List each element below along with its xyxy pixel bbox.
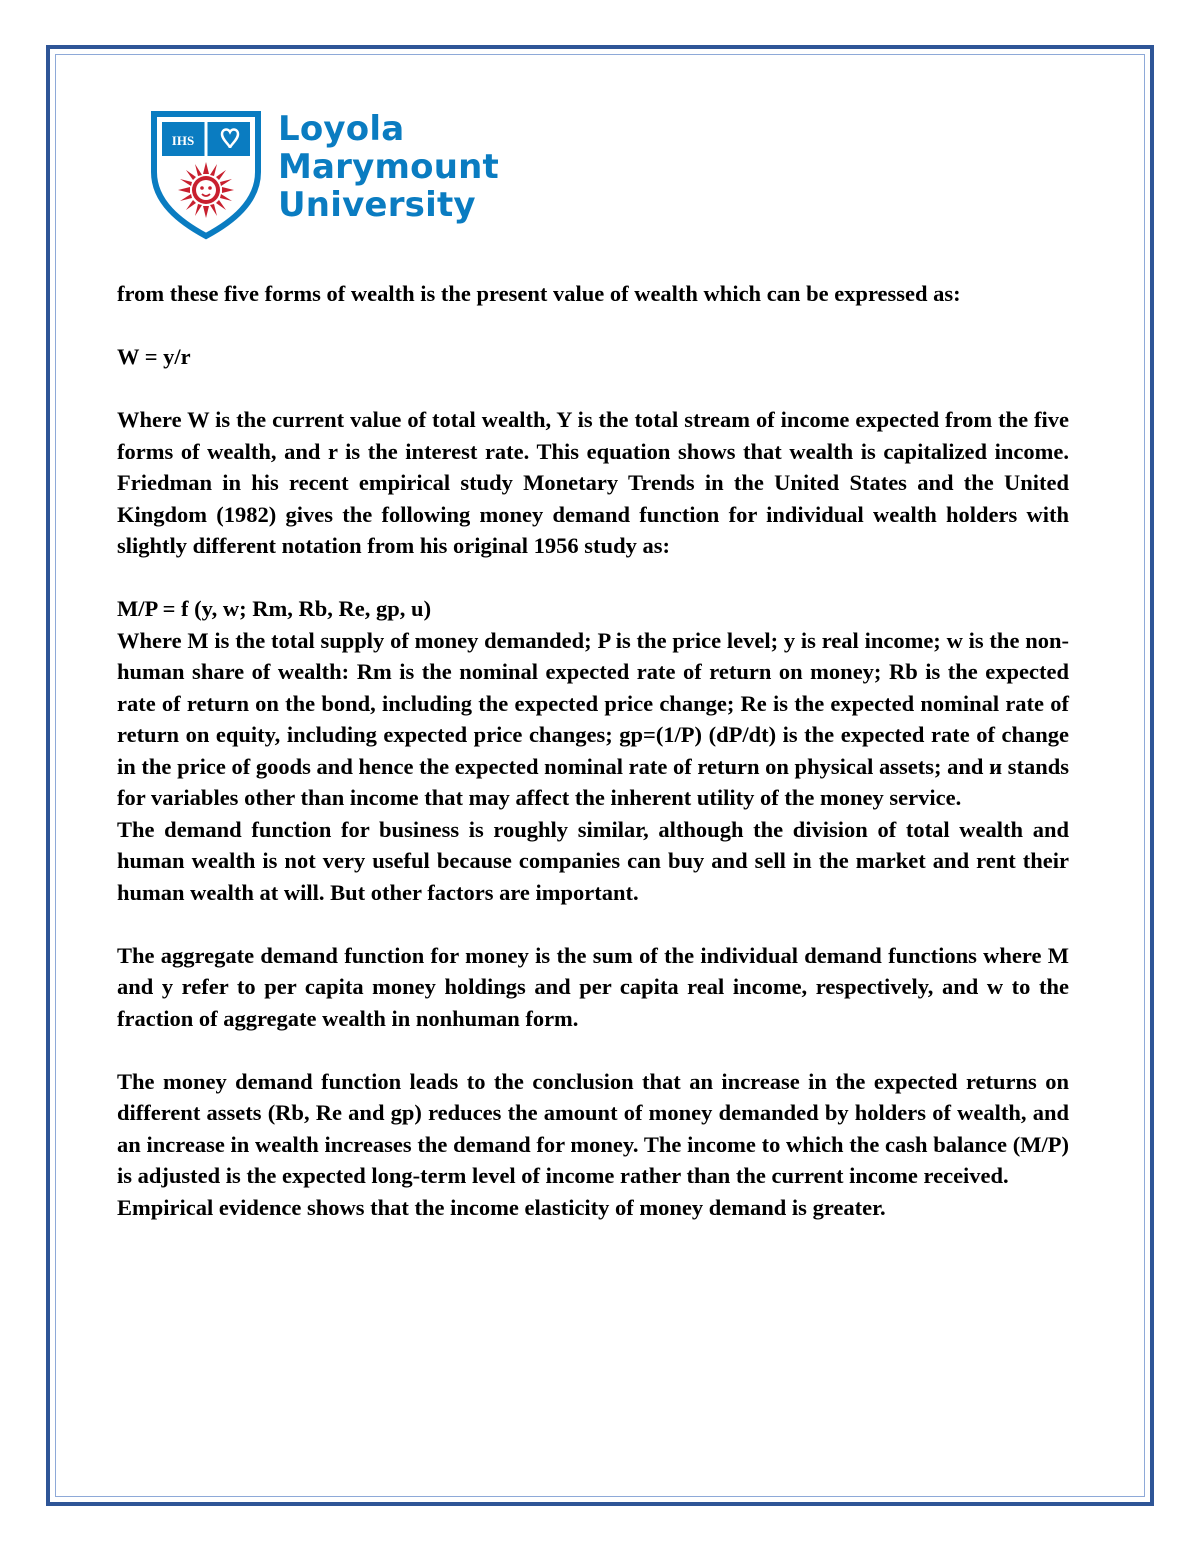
document-body (117, 278, 1069, 1223)
paragraph-aggregate-demand: The aggregate demand function for money is the sum of the individual demand functions where M and y refer to per capita money holdings and per capita real income, respectively, and w to the fraction of aggregate wealth in nonhuman form. (117, 942, 1069, 1031)
logo-line-marymount: Marymount (278, 147, 499, 187)
logo-line-loyola: Loyola (278, 109, 405, 149)
paragraph-wealth-definition: Where W is the current value of total wealth, Y is the total stream of income expected from the five forms of wealth, and r is the interest rate. This equation shows that wealth is capitalized income. Friedman in his recent empirical study Monetary Trends in the United States and the United Kingdom (1982) gives the following money demand function for individual wealth holders with slightly different notation from his original 1956 study as: (117, 407, 1069, 558)
paragraph-empirical-evidence: Empirical evidence shows that the income elasticity of money demand is greater. (117, 1194, 886, 1220)
equation-wealth: W = y/r (117, 344, 191, 369)
equation-money-demand: M/P = f (y, w; Rm, Rb, Re, gp, u) (117, 596, 432, 621)
paragraph-variable-definitions: Where M is the total supply of money demanded; P is the price level; y is real income; w is the non-human share of wealth: Rm is the nominal expected rate of return on money; Rb is the expected rate of return on the bond, including the expected price change; Re is the expected nominal rate of return on equity, including expected price changes; gp=(1/P) (dP/dt) is the expected rate of change in the price of goods and hence the expected nominal rate of return on physical assets; and и stands for variables other than income that may affect the inherent utility of the money service. (117, 627, 1069, 810)
paragraph-conclusion: The money demand function leads to the conclusion that an increase in the expected returns on different assets (Rb, Re and gp) reduces the amount of money demanded by holders of wealth, and an increase in wealth increases the demand for money. The income to which the cash balance (M/P) is adjusted is the expected long-term level of income rather than the current income received. (117, 1068, 1069, 1188)
paragraph-intro: from these five forms of wealth is the present value of wealth which can be expressed as: (117, 281, 961, 306)
shield-ihs-text: IHS (171, 133, 195, 148)
paragraph-business-demand: The demand function for business is roughly similar, although the division of total wealth and human wealth is not very useful because companies can buy and sell in the market and rent their human wealth at will. But other factors are important. (117, 816, 1069, 905)
university-logo (150, 110, 510, 240)
logo-wordmark (278, 110, 499, 224)
logo-line-university: University (278, 185, 476, 225)
university-shield-icon (150, 110, 262, 240)
